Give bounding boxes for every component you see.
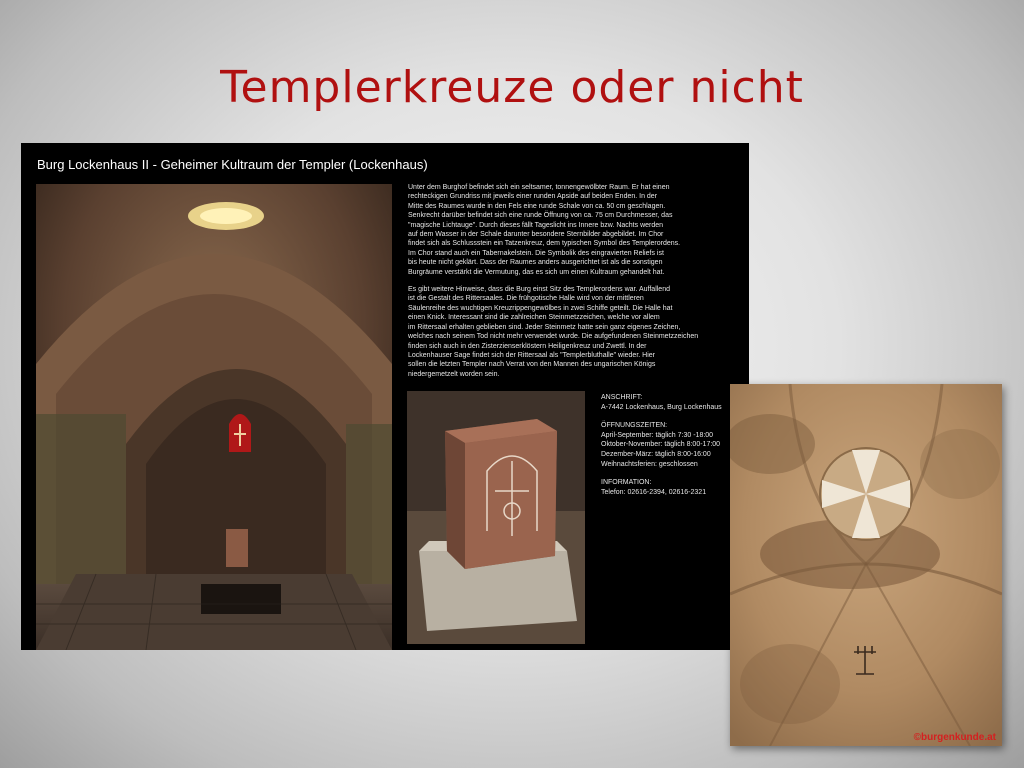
vault-interior-photo [36, 184, 392, 650]
slide-title: Templerkreuze oder nicht [220, 62, 804, 113]
opening-hours-line: Oktober-November: täglich 8:00-17:00 [601, 441, 721, 449]
description-paragraph: Es gibt weitere Hinweise, dass die Burg einst Sitz des Templerordens war. Auffallend ist die Gestalt des Rittersaales. Die frühgotische Halle wird von der mittleren Säulenreihe des wuchtigen Kreuzrippengewölbes in zwei Schiffe geteilt. Die Halle hat einen Knick. Interessant sind die zahlreichen Steinmetzzeichen, welche vor allem im Rittersaal erhalten geblieben sind. Jeder Steinmetz hatte sein ganz eigenes Zeichen, welches nach seinem Tod nicht mehr verwendet wurde. Die aufgefundenen Steinmetzzeichen finden sich auch in den Zisterzienserklöstern Heiligenkreuz und Zwettl. In der Lockenhauser Sage findet sich der Rittersaal als "Templerbluthalle" wieder. Hier sollen die letzten Templer nach Verrat von den Mannen des ungarischen Königs niedergemetzelt worden sein. [408, 286, 699, 378]
address-value: A-7442 Lockenhaus, Burg Lockenhaus [601, 403, 722, 411]
tabernacle-stone-photo [407, 391, 585, 644]
copyright-watermark: ©burgenkunde.at [913, 732, 996, 743]
contact-value: Telefon: 02616-2394, 02616-2321 [601, 488, 707, 496]
panel-heading: Burg Lockenhaus II - Geheimer Kultraum der Templer (Lockenhaus) [37, 157, 428, 172]
visitor-info [601, 393, 741, 506]
opening-hours-line: Weihnachtsferien: geschlossen [601, 460, 698, 468]
contact-group [601, 478, 741, 497]
opening-hours-label: ÖFFNUNGSZEITEN: [601, 422, 668, 430]
opening-hours-group [601, 421, 741, 469]
description-text [408, 183, 728, 387]
address-group [601, 393, 741, 412]
web-page-screenshot [21, 143, 749, 650]
contact-label: INFORMATION: [601, 479, 652, 487]
address-label: ANSCHRIFT: [601, 394, 643, 401]
opening-hours-line: April-September: täglich 7:30 -18:00 [601, 431, 714, 439]
description-paragraph: Unter dem Burghof befindet sich ein seltsamer, tonnengewölbter Raum. Er hat einen rechteckigen Grundriss mit jeweils einer runden Apside auf beiden Enden. In der Mitte des Raumes wurde in den Fels eine runde Schale von ca. 50 cm geschlagen. Senkrecht darüber befindet sich eine runde Öffnung von ca. 75 cm Durchmesser, das "magische Lichtauge". Durch dieses fällt Tageslicht ins Innere bzw. Nachts werden auf dem Wasser in der Schale darunter besondere Sternbilder abgebildet. Im Chor findet sich als Schlussstein ein Tatzenkreuz, dem typischen Symbol des Templerordens. Im Chor stand auch ein Tabernakelstein. Die Symbolik des eingravierten Reliefs ist bis heute nicht geklärt. Dass der Raumes anders ausgerichtet ist als die sonstigen Burgräume verstärkt die Vermutung, das es sich um einen Kultraum gehandelt hat. [408, 184, 681, 276]
opening-hours-line: Dezember-März: täglich 8:00-16:00 [601, 450, 711, 458]
cross-keystone-photo [730, 384, 1002, 746]
